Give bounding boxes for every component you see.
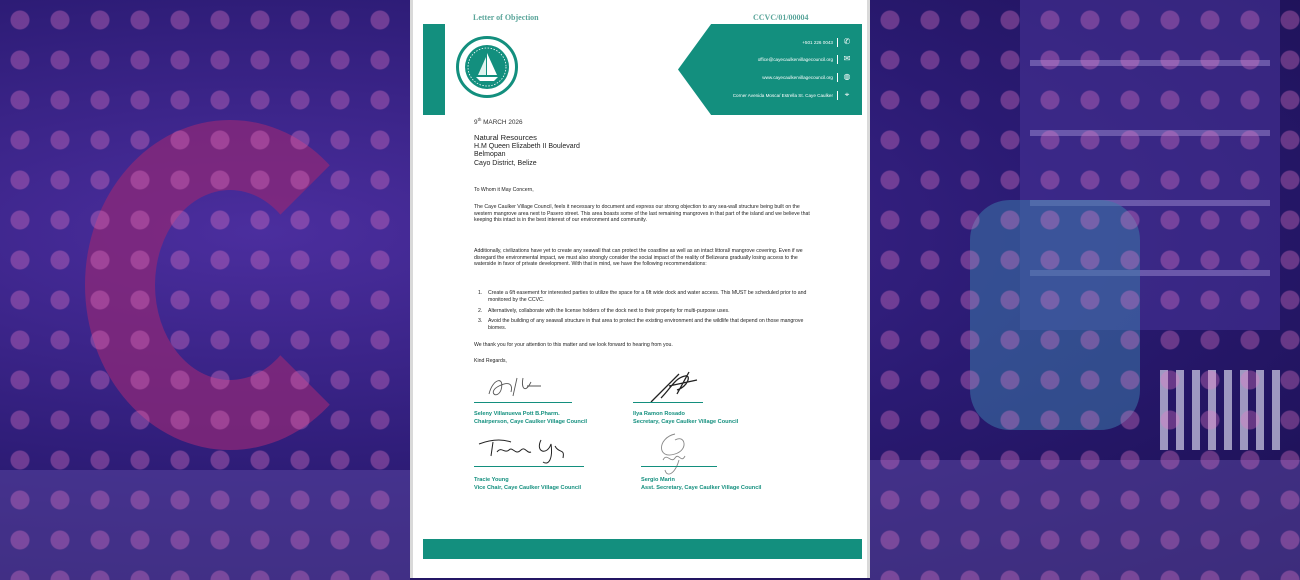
sailboat-icon (459, 39, 515, 95)
recommendation-item: 3. Avoid the building of any seawall structure in that area to protect the existing environment and the wildlife that depend on those mangrove biomes. (478, 318, 804, 331)
recipient-name: Natural Resources (474, 133, 537, 142)
signatory-1 (474, 410, 587, 426)
letter-type-label: Letter of Objection (473, 13, 539, 22)
contact-info-band (678, 24, 862, 115)
contact-separator (837, 73, 838, 82)
body-paragraph-2: Additionally, civilizations have yet to create any seawall that can protect the coastline as well as an intact littoral/ mangrove covering. Even if we disregard the environmental impact, we must also strongly consider the social impact of the reality of Belizeans gradually losing access to the waterside in favor of private development. With that in mind, we have the following recommendations: (474, 248, 803, 268)
council-seal-logo (456, 36, 518, 98)
signatory-2-title: Secretary, Caye Caulker Village Council (633, 419, 739, 425)
header-accent-stripe (423, 24, 445, 115)
background-scene-right (870, 0, 1300, 580)
signatory-3 (474, 476, 581, 492)
mail-icon: ✉ (843, 54, 851, 63)
footer-accent-band (423, 539, 862, 559)
contact-separator (837, 38, 838, 47)
signature-asst-secretary (645, 430, 709, 480)
body-paragraph-1: The Caye Caulker Village Council, feels it necessary to document and express our strong objection to any sea-wall structure being built on the western mangrove area next to Pasero street. This area boasts some of the last remaining mangroves in that part of the island and we believe that keeping this intact is in the best interest of our environment and community. (474, 204, 810, 224)
signatory-4-name: Sergio Marin (641, 477, 675, 483)
reference-number: CCVC/01/00004 (753, 13, 809, 22)
globe-icon: ◍ (843, 72, 851, 81)
letter-page (410, 0, 870, 578)
recommendation-item: 1. Create a 6ft easement for interested parties to utilize the space for a 6ft wide dock and water access. This MUST be scheduled prior to and monitored by the CCVC. (478, 290, 807, 303)
closing-thanks: We thank you for your attention to this matter and we look forward to hearing from you. (474, 342, 673, 348)
signature-line (474, 466, 584, 467)
recipient-district: Cayo District, Belize (474, 159, 537, 167)
contact-email: office@cayecaulkervillagecouncil.org (757, 57, 833, 62)
signature-chairperson (483, 372, 563, 402)
contact-separator (837, 91, 838, 100)
signatory-4-title: Asst. Secretary, Caye Caulker Village Council (641, 485, 762, 491)
location-pin-icon: ⌖ (844, 90, 850, 99)
signatory-3-name: Tracie Young (474, 477, 509, 483)
closing-regards: Kind Regards, (474, 358, 507, 364)
recipient-street: H.M Queen Elizabeth II Boulevard (474, 142, 580, 150)
signatory-1-name: Seleny Villanueva Pott B.Pharm. (474, 411, 560, 417)
signature-line (474, 402, 572, 403)
letter-date: 9th MARCH 2026 (474, 117, 523, 127)
contact-address: Corner Avenida Mosca/ Estrella St. Caye Caulker (732, 93, 833, 98)
signature-line (641, 466, 717, 467)
background-dot-pattern (0, 0, 410, 580)
signatory-4 (641, 476, 761, 492)
contact-website: www.cayecaulkervillagecouncil.org (762, 75, 833, 80)
contact-phone: +501 226 0043 (802, 40, 833, 45)
signatory-2 (633, 410, 738, 426)
phone-icon: ✆ (843, 37, 851, 46)
background-dot-pattern (870, 0, 1300, 580)
contact-separator (837, 55, 838, 64)
recommendation-item: 2. Alternatively, collaborate with the license holders of the dock next to their property for multi-purpose uses. (478, 308, 730, 314)
signature-line (633, 402, 703, 403)
recipient-city: Belmopan (474, 151, 506, 159)
recipient-address (474, 134, 580, 168)
signatory-1-title: Chairperson, Caye Caulker Village Council (474, 419, 588, 425)
background-scene-left (0, 0, 410, 580)
signatory-2-name: Ilya Ramon Rosado (633, 411, 685, 417)
signature-vice-chair (475, 434, 575, 468)
signatory-3-title: Vice Chair, Caye Caulker Village Council (474, 485, 582, 491)
salutation: To Whom it May Concern, (474, 187, 534, 193)
